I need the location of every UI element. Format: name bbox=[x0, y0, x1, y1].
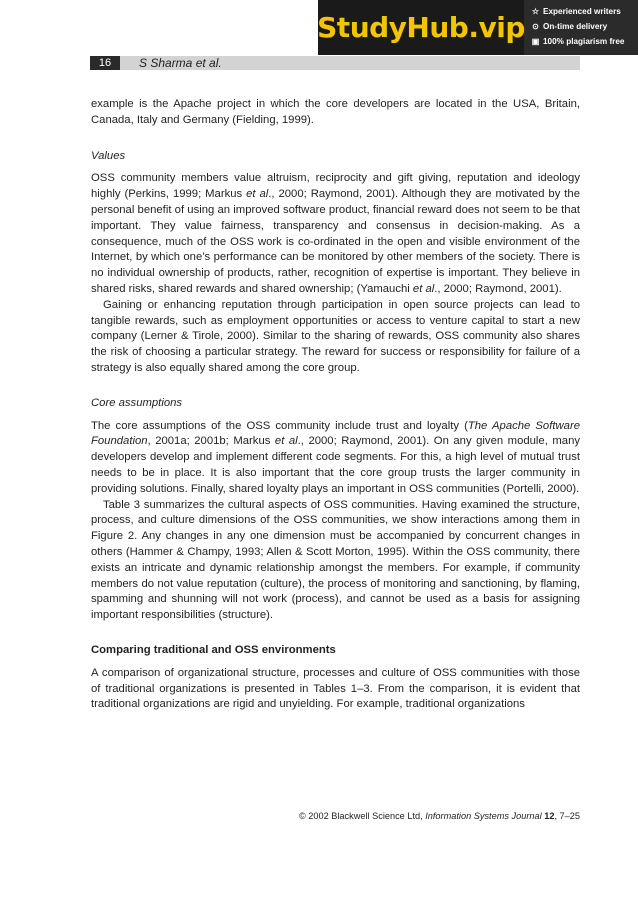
perks-list bbox=[530, 4, 636, 49]
footer-prefix: © 2002 Blackwell Science Ltd, bbox=[298, 811, 426, 821]
text-run-italic: et al bbox=[246, 188, 269, 201]
perk-label: Experienced writers bbox=[543, 7, 621, 16]
heading-core-assumptions: Core assumptions bbox=[91, 396, 183, 409]
text-run-italic: et al bbox=[412, 282, 435, 295]
perk-item bbox=[530, 4, 636, 19]
footer-volume: 12 bbox=[544, 811, 555, 821]
studyhub-logo[interactable] bbox=[318, 0, 524, 55]
text-run: OSS community members value altruism, reciprocity and gift giving, reputation and ideology highly (Perkins, 1999; Markus bbox=[91, 172, 580, 201]
paragraph-values-2: Gaining or enhancing reputation through participation in open source projects can lead to tangible rewards, such as employment opportunities or access to venture capital to start a new company (Lerner & Tirole, 2000). Similar to the sharing of rewards, OSS community also shares the risk of choosing a particular strategy. The reward for success or responsibility for failure of a strategy is also equally shared among the core group. bbox=[91, 298, 580, 374]
text-run-italic: et al bbox=[274, 435, 298, 448]
article-body bbox=[91, 97, 580, 713]
star-icon: ☆ bbox=[531, 7, 540, 16]
perk-label: On-time delivery bbox=[543, 22, 608, 31]
perk-item bbox=[530, 19, 636, 34]
paragraph-intro: example is the Apache project in which the core developers are located in the USA, Britain, Canada, Italy and Germany (Fielding, 1999). bbox=[91, 98, 580, 126]
copyright-footer bbox=[299, 811, 580, 821]
text-run: , 2001a; 2001b; Markus bbox=[147, 435, 275, 448]
clock-icon: ⊙ bbox=[532, 22, 539, 31]
paragraph-values-1 bbox=[91, 171, 580, 297]
footer-journal: Information Systems Journal bbox=[425, 811, 542, 821]
running-authors: S Sharma et al. bbox=[139, 56, 222, 70]
perk-item bbox=[530, 34, 636, 49]
studyhub-logo-text: StudyHub.vip bbox=[317, 11, 525, 44]
paragraph-core-2: Table 3 summarizes the cultural aspects of OSS communities. Having examined the structure, process, and culture dimensions of the OSS communities, we show interactions among them in Figure 2. Any changes in any one dimension must be accompanied by concurrent changes in others (Hammer & Champy, 1993; Allen & Scott Morton, 1995). Within the OSS community, there exists an intricate and dynamic relationship amongst the members. For example, if community members do not value reputation (culture), the process of monitoring and sanctioning, by flaming, spamming and shunning will not work (process), and cannot be used as a basis for assigning important responsibilities (structure). bbox=[91, 498, 580, 622]
heading-values: Values bbox=[91, 149, 126, 162]
footer-pages: , 7–25 bbox=[554, 811, 580, 821]
heading-comparing: Comparing traditional and OSS environments bbox=[91, 643, 336, 656]
text-run: ., 2000; Raymond, 2001). Although they are motivated by the personal benefit of using an improved software product, financial reward does not seem to be that important. They value fairness, transparency and consensus in decision-making. As a consequence, much of the OSS work is co-ordinated in the open and visible environment of the Internet, by which one’s performance can be monitored by other members of the society. There is no individual ownership of products, rather, recognition of expertise is important. They believe in shared risks, shared rewards and shared ownership; (Yamauchi bbox=[91, 188, 580, 295]
paragraph-core-1 bbox=[91, 419, 580, 498]
studyhub-banner[interactable] bbox=[318, 0, 638, 55]
perk-label: 100% plagiarism free bbox=[543, 37, 625, 46]
paragraph-comparing-1: A comparison of organizational structure, processes and culture of OSS communities with those of traditional organizations is presented in Tables 1–3. From the comparison, it is evident that traditional organizations are rigid and unyielding. For example, traditional organizations bbox=[91, 666, 580, 711]
text-run: ., 2000; Raymond, 2001). On any given module, many developers develop and implement different code segments. For this, a high level of mutual trust needs to be in place. It is also important that the core group trusts the larger community in providing solutions. Finally, shared loyalty plays an important in OSS communities (Portelli, 2000). bbox=[91, 435, 581, 495]
text-run-italic: The Apache Software Foundation bbox=[91, 419, 580, 448]
page-number: 16 bbox=[90, 56, 120, 70]
text-run: ., 2000; Raymond, 2001). bbox=[434, 282, 562, 295]
text-run: The core assumptions of the OSS community include trust and loyalty ( bbox=[91, 419, 468, 432]
document-check-icon: ▣ bbox=[531, 37, 540, 46]
running-header bbox=[90, 56, 580, 70]
